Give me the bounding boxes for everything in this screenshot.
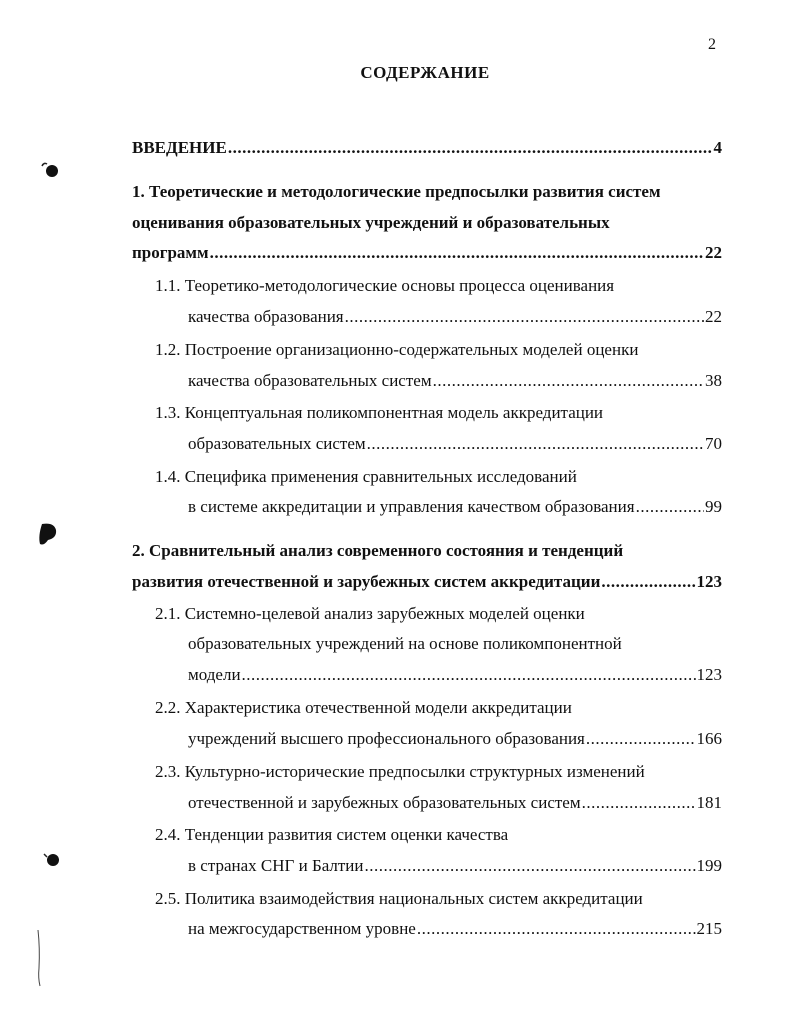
leader-dots [601, 572, 695, 592]
leader-dots [242, 665, 696, 685]
leader-dots [365, 856, 696, 876]
toc-entry-label: качества образовательных систем [188, 371, 432, 390]
leader-dots [582, 793, 696, 813]
section-2-1-line-1: 2.1. Системно-целевой анализ зарубежных моделей оценки [155, 604, 585, 623]
toc-entry-chapter-2[interactable] [132, 572, 722, 592]
toc-entry-section-2-1[interactable] [188, 665, 722, 685]
toc-entry-section-2-4[interactable] [188, 856, 722, 876]
leader-dots [586, 729, 696, 749]
toc-entry-label: отечественной и зарубежных образовательных систем [188, 793, 581, 812]
page-number: 2 [708, 36, 716, 53]
scan-blot-mark [38, 158, 64, 184]
toc-entry-label: качества образования [188, 307, 344, 326]
toc-entry-chapter-1[interactable] [132, 243, 722, 263]
scan-scratch-mark [34, 928, 44, 988]
toc-page-ref: 199 [696, 856, 722, 875]
toc-page-ref: 22 [705, 243, 722, 262]
toc-page-ref: 215 [696, 919, 722, 938]
toc-page-ref: 4 [713, 138, 722, 157]
toc-entry-section-1-1[interactable] [188, 307, 722, 327]
toc-page-ref: 123 [696, 665, 722, 684]
section-2-1-line-2: образовательных учреждений на основе поликомпонентной [188, 634, 622, 653]
section-1-3-line-1: 1.3. Концептуальная поликомпонентная модель аккредитации [155, 403, 604, 422]
toc-entry-label: ВВЕДЕНИЕ [132, 138, 227, 157]
scan-blot-mark [32, 520, 62, 550]
toc-entry-section-1-4[interactable] [188, 497, 722, 517]
toc-page-ref: 70 [705, 434, 722, 453]
section-2-2-line-1: 2.2. Характеристика отечественной модели аккредитации [155, 698, 572, 717]
section-2-3-line-1: 2.3. Культурно-исторические предпосылки структурных изменений [155, 762, 645, 781]
toc-page-ref: 166 [696, 729, 722, 748]
chapter-1-title-line-2: оценивания образовательных учреждений и образовательных [132, 213, 610, 232]
leader-dots [228, 138, 713, 158]
toc-entry-section-1-3[interactable] [188, 434, 722, 454]
toc-entry-label: на межгосударственном уровне [188, 919, 416, 938]
toc-entry-label: развития отечественной и зарубежных систем аккредитации [132, 572, 601, 591]
chapter-2-title-line-1: 2. Сравнительный анализ современного состояния и тенденций [132, 541, 624, 560]
toc-entry-label: в системе аккредитации и управления качеством образования [188, 497, 635, 516]
section-2-4-line-1: 2.4. Тенденции развития систем оценки качества [155, 825, 509, 844]
scan-blot-mark [40, 848, 66, 874]
leader-dots [417, 919, 696, 939]
toc-entry-section-2-2[interactable] [188, 729, 722, 749]
leader-dots [345, 307, 704, 327]
leader-dots [636, 497, 704, 517]
toc-entry-intro[interactable] [132, 138, 722, 158]
section-2-5-line-1: 2.5. Политика взаимодействия национальных систем аккредитации [155, 889, 643, 908]
toc-entry-section-1-2[interactable] [188, 371, 722, 391]
toc-page-ref: 22 [705, 307, 722, 326]
toc-entry-label: модели [188, 665, 241, 684]
toc-title: СОДЕРЖАНИЕ [360, 63, 490, 82]
toc-entry-section-2-3[interactable] [188, 793, 722, 813]
toc-page-ref: 181 [696, 793, 722, 812]
chapter-1-title-line-1: 1. Теоретические и методологические предпосылки развития систем [132, 182, 661, 201]
leader-dots [367, 434, 704, 454]
toc-page-ref: 99 [705, 497, 722, 516]
toc-entry-section-2-5[interactable] [188, 919, 722, 939]
leader-dots [210, 243, 704, 263]
toc-entry-label: в странах СНГ и Балтии [188, 856, 364, 875]
toc-entry-label: образовательных систем [188, 434, 366, 453]
leader-dots [433, 371, 704, 391]
toc-entry-label: программ [132, 243, 209, 262]
section-1-4-line-1: 1.4. Специфика применения сравнительных исследований [155, 467, 577, 486]
section-1-2-line-1: 1.2. Построение организационно-содержательных моделей оценки [155, 340, 639, 359]
toc-page-ref: 123 [696, 572, 722, 591]
section-1-1-line-1: 1.1. Теоретико-методологические основы процесса оценивания [155, 276, 615, 295]
toc-page-ref: 38 [705, 371, 722, 390]
toc-entry-label: учреждений высшего профессионального образования [188, 729, 585, 748]
